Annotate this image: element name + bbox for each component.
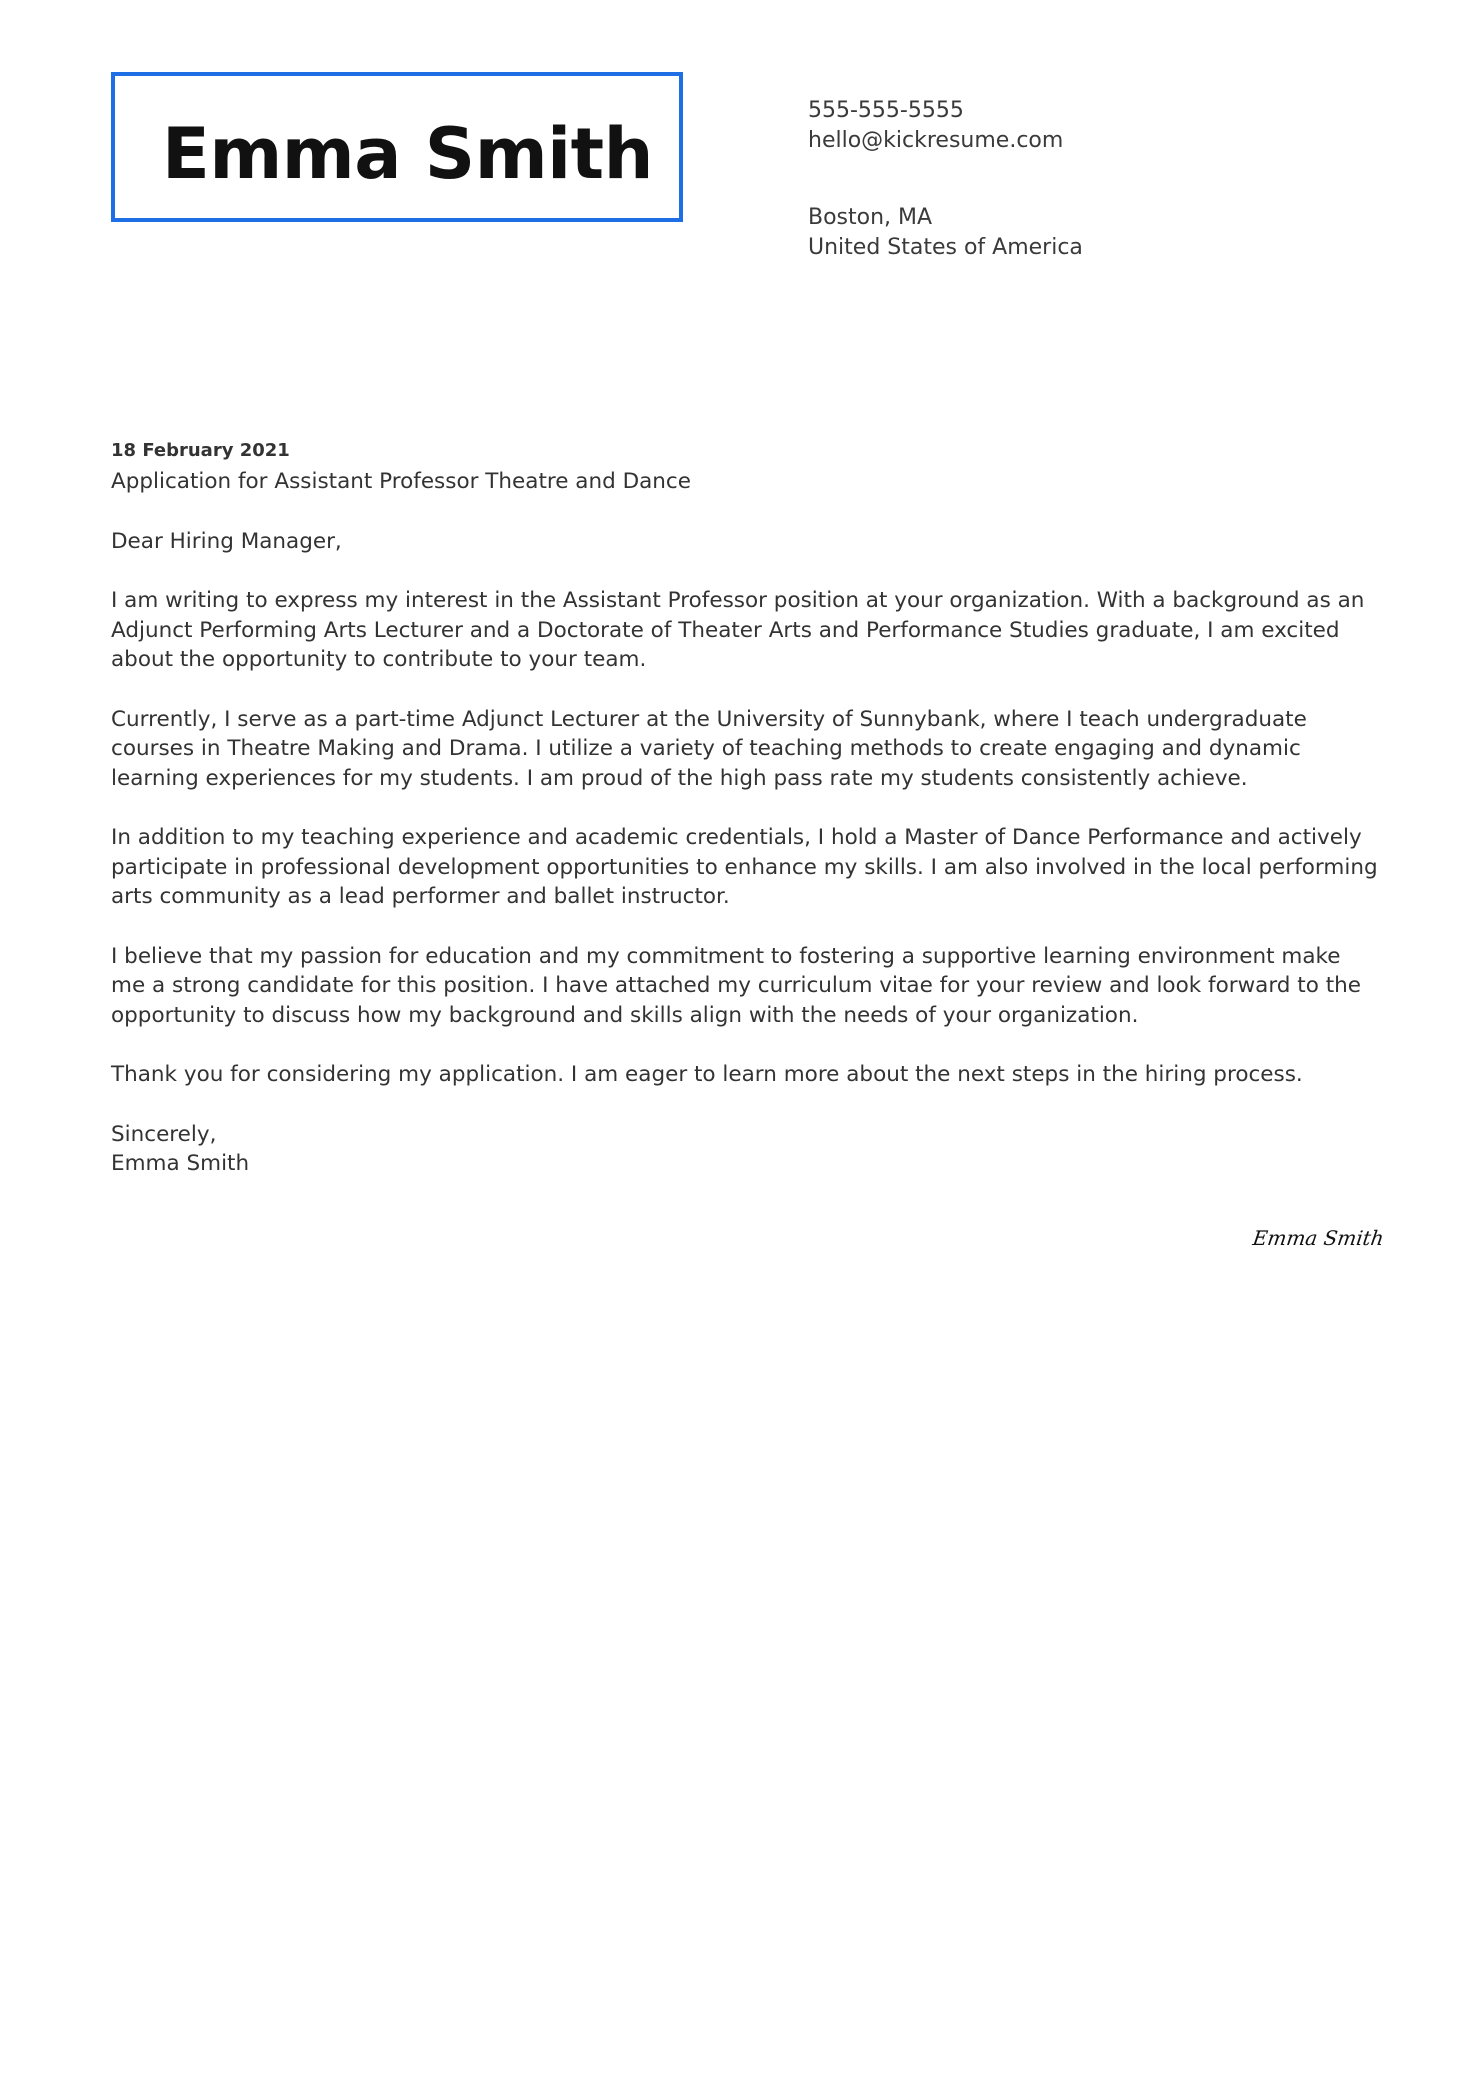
contact-block [808,96,1083,263]
name-header-box [111,72,683,222]
letter-date: 18 February 2021 [111,440,290,461]
letter-subject: Application for Assistant Professor Theatre and Dance [111,469,691,494]
closing-block [111,1120,1381,1179]
paragraph-4: I believe that my passion for education and my commitment to fostering a supportive learning environment make me a strong candidate for this position. I have attached my curriculum vitae for your review and look forward to the opportunity to discuss how my background and skills align with the needs of your organization. [111,943,1361,1028]
country: United States of America [808,235,1083,260]
paragraph-5: Thank you for considering my application. I am eager to learn more about the next steps in the hiring process. [111,1062,1303,1087]
closing-phrase: Sincerely, [111,1121,217,1147]
salutation: Dear Hiring Manager, [111,528,342,554]
phone-number: 555-555-5555 [808,98,964,123]
applicant-name: Emma Smith [162,113,653,195]
email-address: hello@kickresume.com [808,128,1064,153]
letter-body [111,437,1381,1179]
paragraph-1: I am writing to express my interest in the Assistant Professor position at your organization. With a background as an Adjunct Performing Arts Lecturer and a Doctorate of Theater Arts and Performance Studies graduate, I am excited about the opportunity to contribute to your team. [111,588,1365,672]
paragraph-3: In addition to my teaching experience and academic credentials, I hold a Master of Dance Performance and actively participate in professional development opportunities to enhance my skills. I am also involved in the local performing arts community as a lead performer and ballet instructor. [111,825,1378,909]
city: Boston, MA [808,205,933,230]
contact-spacer [808,156,1083,203]
paragraph-2: Currently, I serve as a part-time Adjunct Lecturer at the University of Sunnybank, where I teach undergraduate courses in Theatre Making and Drama. I utilize a variety of teaching methods to create engaging and dynamic learning experiences for my students. I am proud of the high pass rate my students consistently achieve. [111,706,1307,791]
handwritten-signature: Emma Smith [1251,1226,1386,1250]
sender-name: Emma Smith [111,1151,250,1176]
